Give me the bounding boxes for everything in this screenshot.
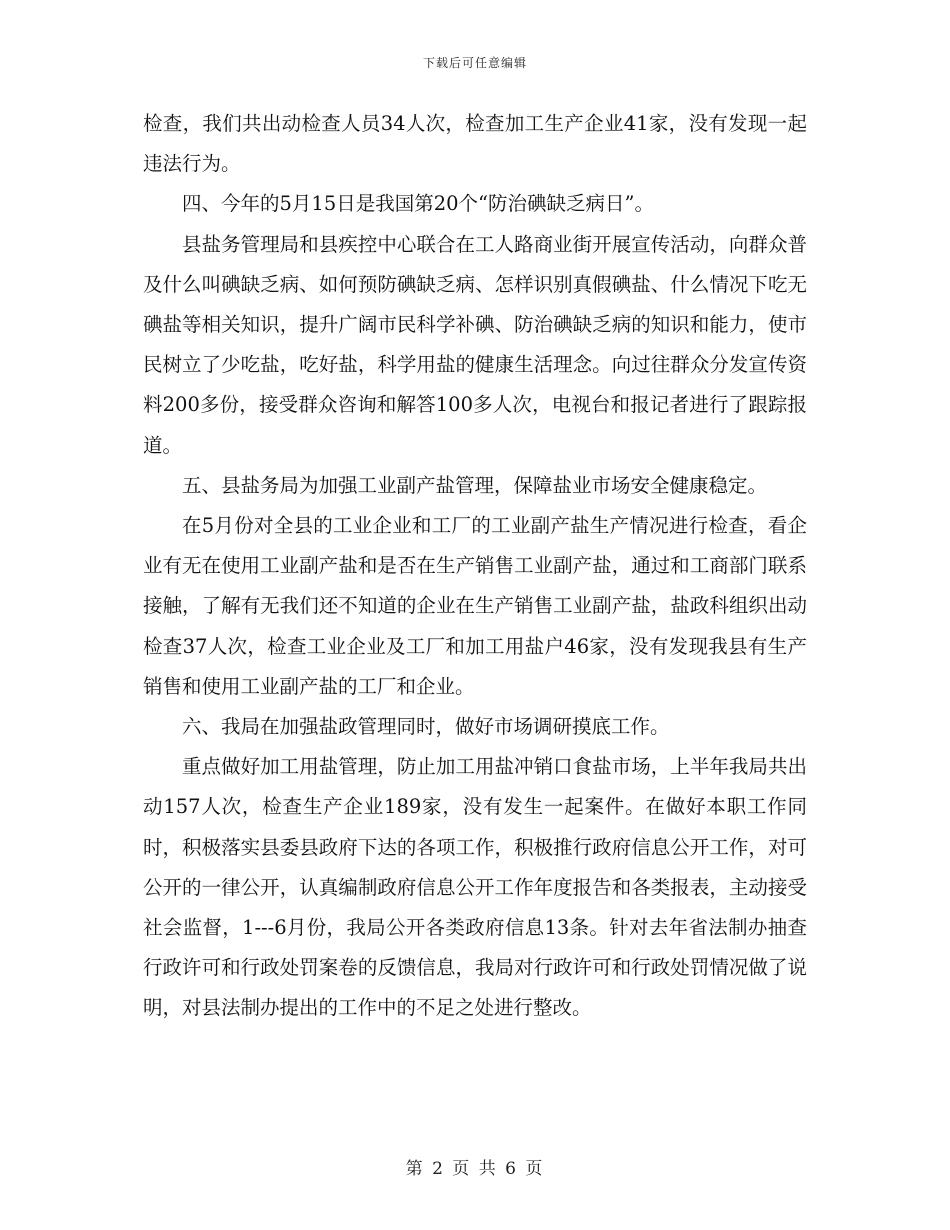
- section-heading-5: 五、县盐务局为加强工业副产盐管理，保障盐业市场安全健康稳定。: [182, 473, 768, 497]
- section-heading-6: 六、我局在加强盐政管理同时，做好市场调研摸底工作。: [182, 715, 670, 739]
- page-footer: 第 2 页 共 6 页: [405, 1159, 545, 1179]
- page-header: 下载后可任意编辑: [422, 56, 527, 70]
- section-heading-4: 四、今年的5月15日是我国第20个“防治碘缺乏病日”。: [182, 192, 654, 216]
- paragraph-7: 重点做好加工用盐管理，防止加工用盐冲销口食盐市场，上半年我局共出动157人次，检查生产企业189家，没有发生一起案件。在做好本职工作同时，积极落实县委县政府下达的各项工作，积极推行政府信息公开工作，对可公开的一律公开，认真编制政府信息公开工作年度报告和各类报表，主动接受社会监督，1---6月份，我局公开各类政府信息13条。针对去年省法制办抽查行政许可和行政处罚案卷的反馈信息，我局对行政许可和行政处罚情况做了说明，对县法制办提出的工作中的不足之处进行整改。: [143, 755, 807, 1020]
- paragraph-1: 检查，我们共出动检查人员34人次，检查加工生产企业41家，没有发现一起违法行为。: [143, 112, 807, 176]
- paragraph-5: 在5月份对全县的工业企业和工厂的工业副产盐生产情况进行检查，看企业有无在使用工业副产盐和是否在生产销售工业副产盐，通过和工商部门联系接触，了解有无我们还不知道的企业在生产销售工业副产盐，盐政科组织出动检查37人次，检查工业企业及工厂和加工用盐户46家，没有发现我县有生产销售和使用工业副产盐的工厂和企业。: [143, 514, 807, 698]
- document-body: [143, 104, 807, 1029]
- paragraph-3: 县盐务管理局和县疾控中心联合在工人路商业街开展宣传活动，向群众普及什么叫碘缺乏病、如何预防碘缺乏病、怎样识别真假碘盐、什么情况下吃无碘盐等相关知识，提升广阔市民科学补碘、防治碘缺乏病的知识和能力，使市民树立了少吃盐，吃好盐，科学用盐的健康生活理念。向过往群众分发宣传资料200多份，接受群众咨询和解答100多人次，电视台和报记者进行了跟踪报道。: [143, 232, 807, 457]
